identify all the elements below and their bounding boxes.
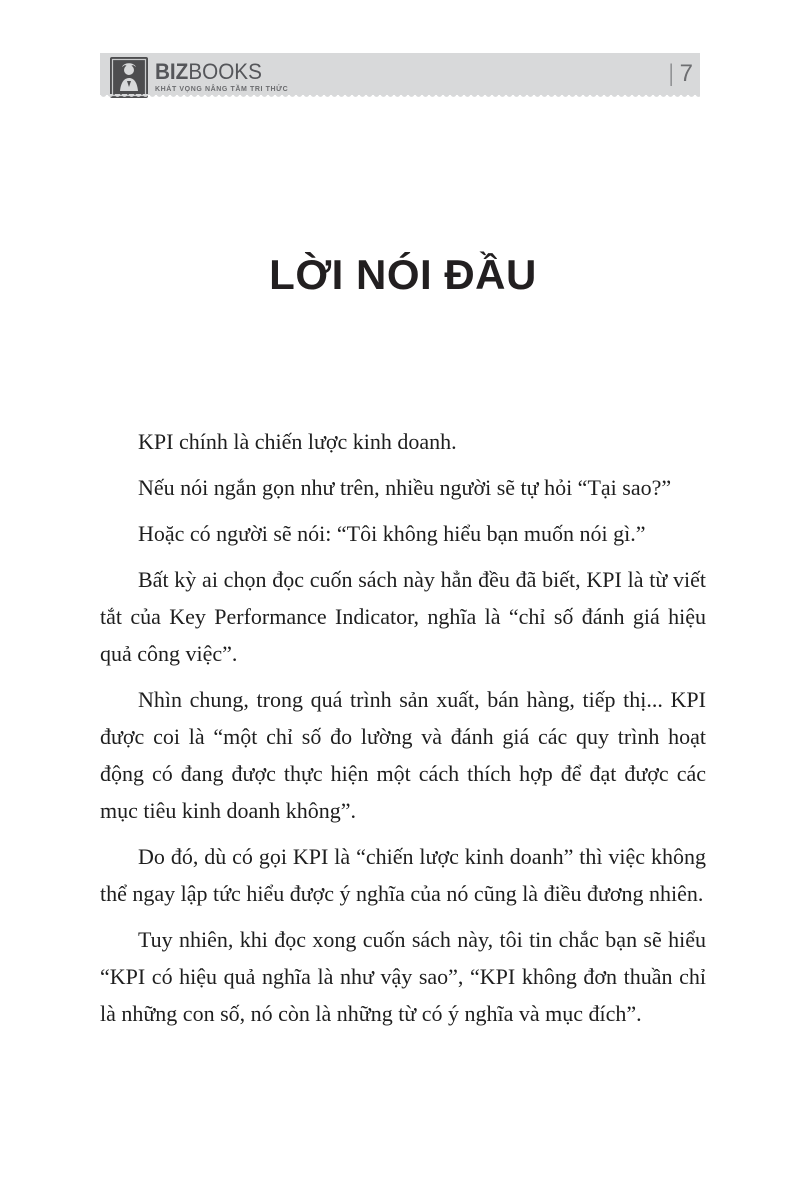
chapter-body (100, 423, 706, 1032)
page-number-separator: | (669, 60, 674, 87)
chapter-title: LỜI NÓI ĐẦU (269, 251, 537, 298)
paragraph-7: Tuy nhiên, khi đọc xong cuốn sách này, tôi tin chắc bạn sẽ hiểu “KPI có hiệu quả nghĩa là như vậy sao”, “KPI không đơn thuần chỉ là những con số, nó còn là những từ có ý nghĩa và mục đích”. (100, 927, 706, 1026)
paragraph-4: Bất kỳ ai chọn đọc cuốn sách này hẳn đều đã biết, KPI là từ viết tắt của Key Performance Indicator, nghĩa là “chỉ số đánh giá hiệu quả công việc”. (100, 567, 706, 666)
paragraph-6: Do đó, dù có gọi KPI là “chiến lược kinh doanh” thì việc không thể ngay lập tức hiểu được ý nghĩa của nó cũng là điều đương nhiên. (100, 844, 706, 906)
brand-biz: BIZ (155, 59, 189, 84)
brand-tagline: KHÁT VỌNG NÂNG TẦM TRI THỨC (155, 86, 289, 93)
chapter-content (100, 0, 706, 1041)
paragraph-3: Hoặc có người sẽ nói: “Tôi không hiểu bạn muốn nói gì.” (138, 521, 646, 546)
page-number-value: 7 (679, 60, 693, 87)
paragraph-2: Nếu nói ngắn gọn như trên, nhiều người sẽ tự hỏi “Tại sao?” (138, 475, 672, 500)
paragraph-5: Nhìn chung, trong quá trình sản xuất, bán hàng, tiếp thị... KPI được coi là “một chỉ số đo lường và đánh giá các quy trình hoạt động có đang được thực hiện một cách thích hợp để đạt được các mục tiêu kinh doanh không”. (100, 687, 706, 823)
brand-books: BOOKS (188, 59, 262, 84)
paragraph-1: KPI chính là chiến lược kinh doanh. (138, 429, 457, 454)
